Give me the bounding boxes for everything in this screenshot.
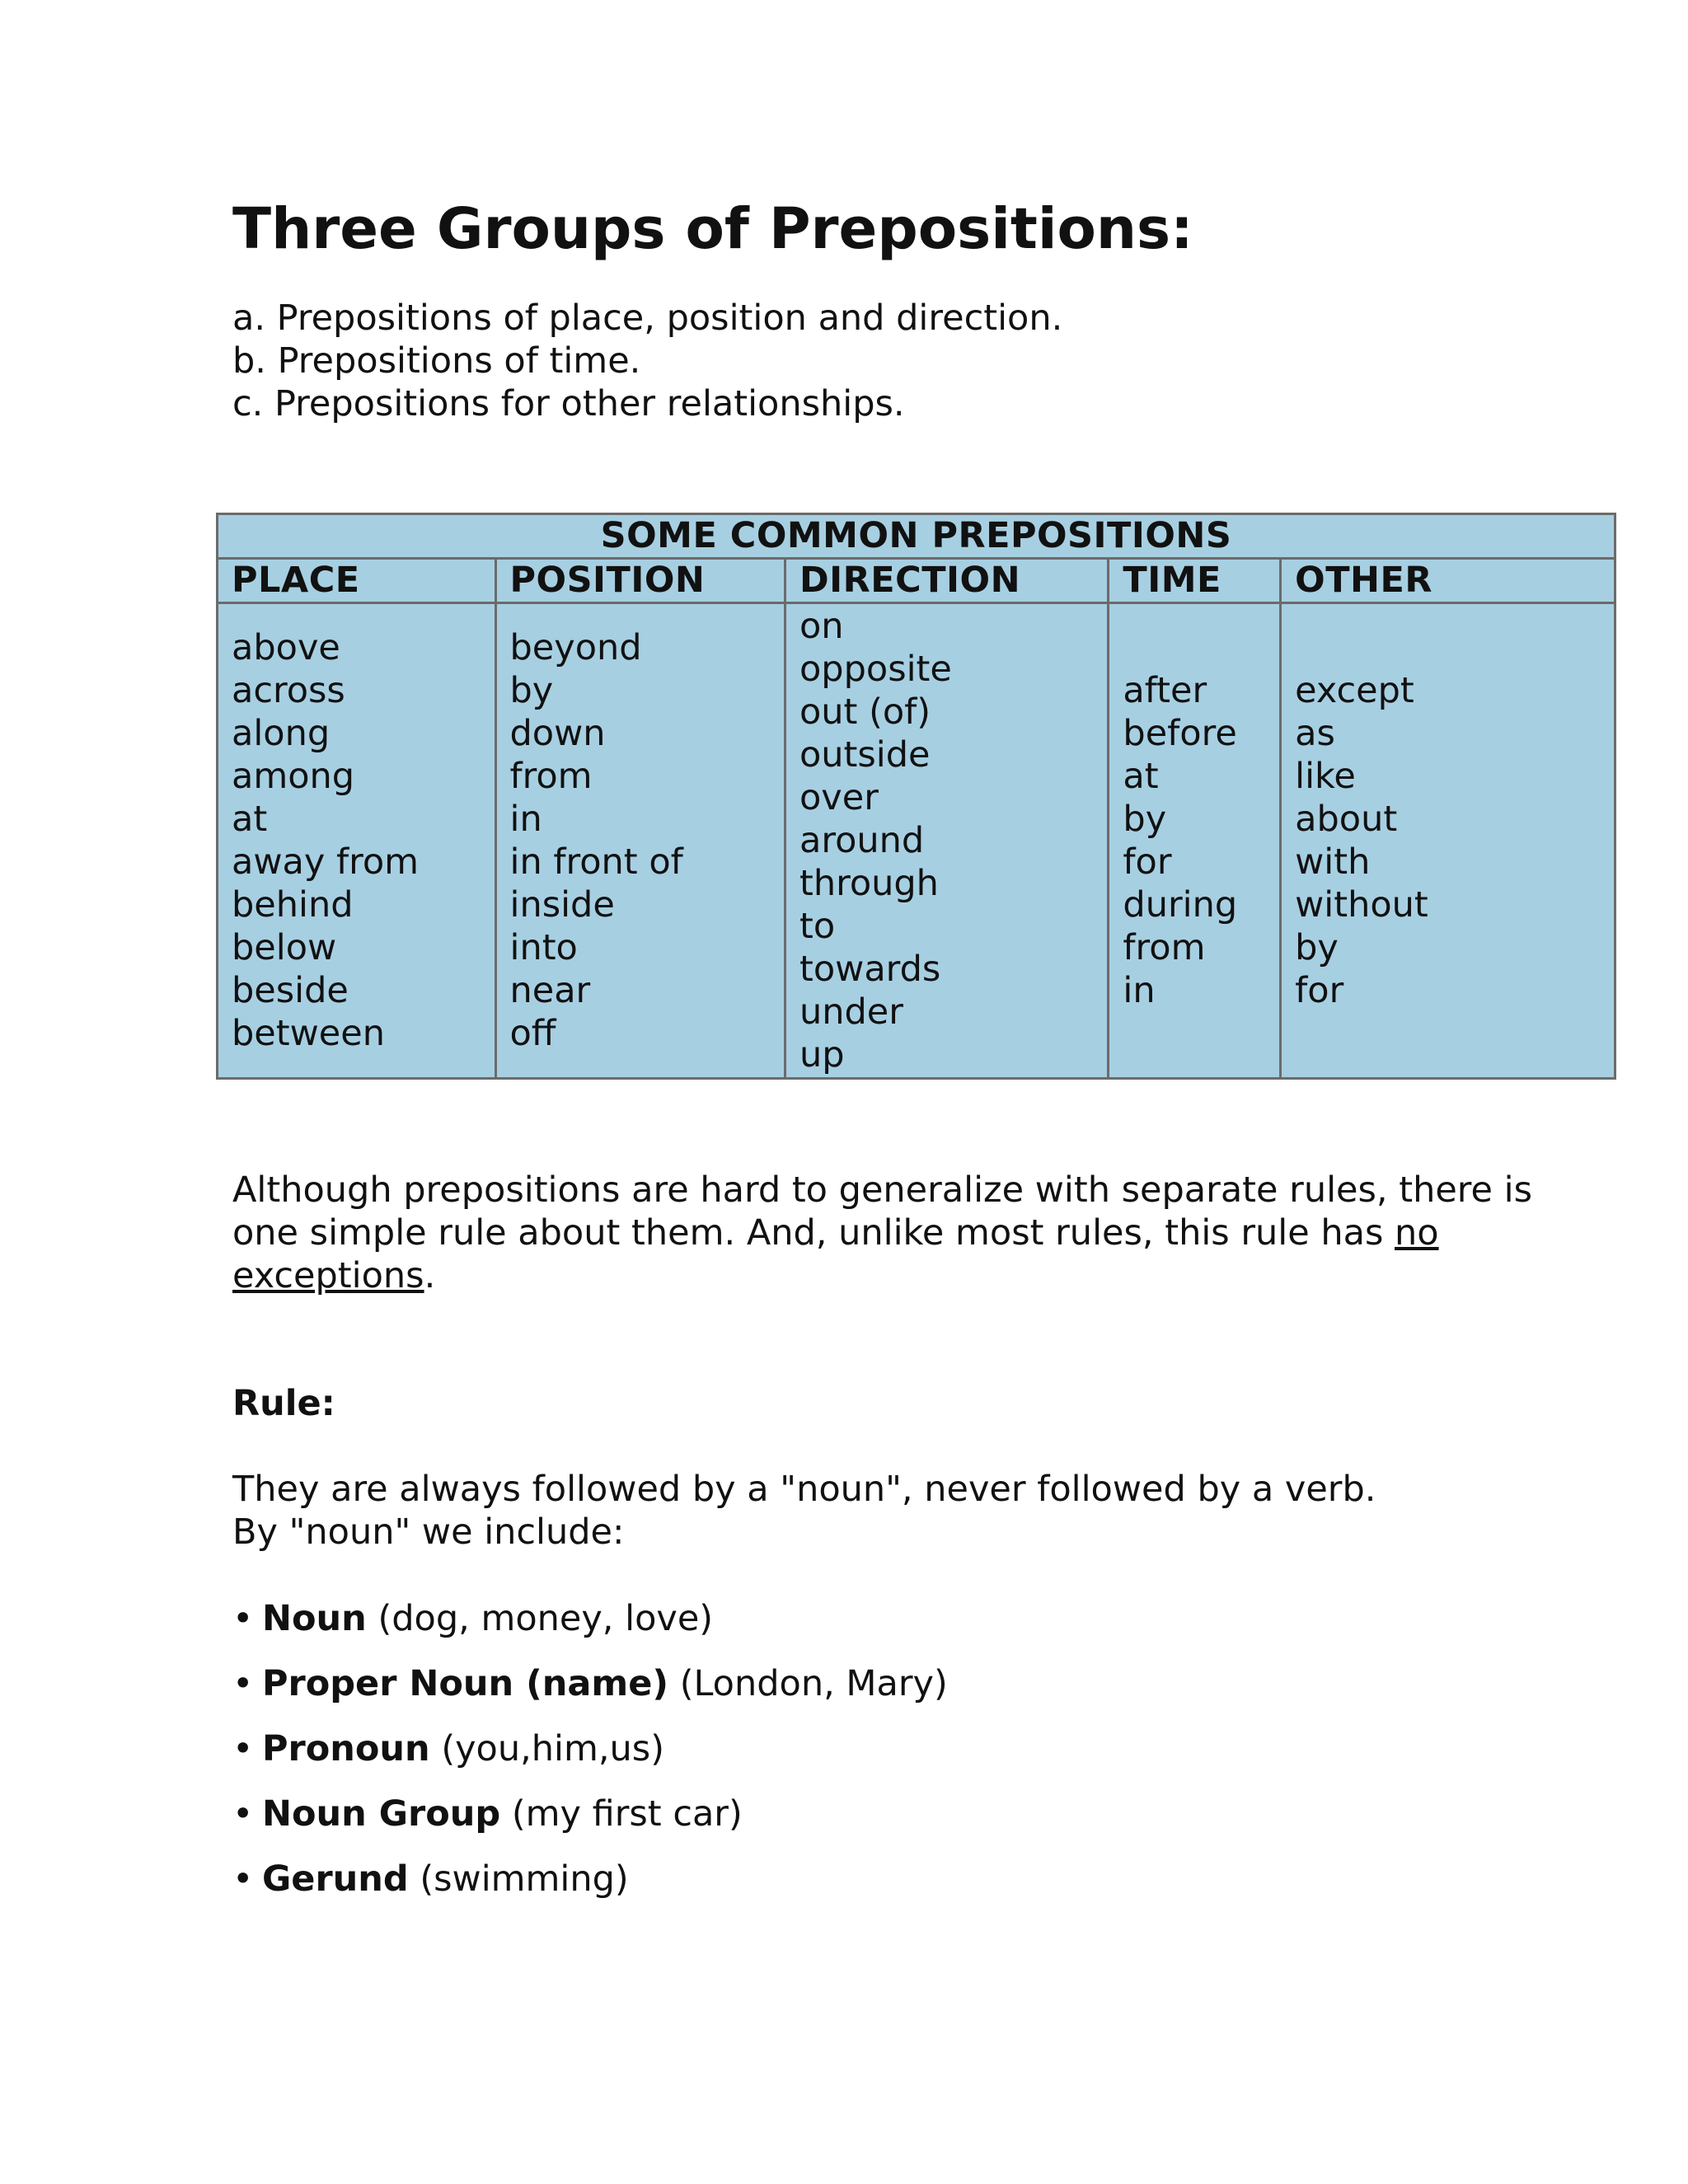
preposition-word: during <box>1123 884 1238 926</box>
preposition-word: from <box>1123 927 1206 968</box>
table-caption: SOME COMMON PREPOSITIONS <box>218 514 1615 559</box>
rule-line-2: By "noun" we include: <box>232 1511 625 1553</box>
preposition-word: at <box>1123 756 1159 797</box>
direction-words-cell <box>785 603 1108 1079</box>
preposition-groups-list <box>232 297 1062 425</box>
preposition-word: between <box>232 1013 385 1054</box>
paragraph-text: Although prepositions are hard to generalize with separate rules, there is one simple rule about them. And, unlike most rules, this rule has <box>232 1169 1532 1254</box>
table-body-row <box>218 603 1615 1079</box>
preposition-word: inside <box>509 884 615 926</box>
bullet-icon: • <box>232 1858 254 1900</box>
noun-type-example: (you,him,us) <box>441 1728 664 1769</box>
intro-paragraph <box>232 1169 1535 1297</box>
column-header-position: POSITION <box>495 559 785 603</box>
preposition-word: with <box>1295 841 1371 883</box>
noun-type-term: Noun <box>262 1598 367 1639</box>
preposition-word: down <box>509 713 606 754</box>
preposition-word: as <box>1295 713 1335 754</box>
bullet-icon: • <box>232 1728 254 1769</box>
preposition-word: out (of) <box>799 691 931 733</box>
preposition-word: up <box>799 1034 845 1076</box>
preposition-word: under <box>799 991 903 1033</box>
group-item-b: b. Prepositions of time. <box>232 340 641 382</box>
group-item-c: c. Prepositions for other relationships. <box>232 383 905 424</box>
preposition-word: in front of <box>509 841 683 883</box>
bullet-icon: • <box>232 1663 254 1704</box>
bullet-icon: • <box>232 1793 254 1835</box>
preposition-word: after <box>1123 670 1207 711</box>
noun-type-example: (London, Mary) <box>679 1663 948 1704</box>
column-header-time: TIME <box>1109 559 1281 603</box>
position-words-cell <box>495 603 785 1079</box>
list-item <box>232 1727 948 1770</box>
preposition-word: across <box>232 670 345 711</box>
column-header-direction: DIRECTION <box>785 559 1108 603</box>
list-item <box>232 1858 948 1900</box>
preposition-word: by <box>1295 927 1339 968</box>
preposition-word: except <box>1295 670 1414 711</box>
preposition-word: off <box>509 1013 556 1054</box>
preposition-word: at <box>232 799 268 840</box>
preposition-word: in <box>509 799 542 840</box>
preposition-word: from <box>509 756 593 797</box>
preposition-word: near <box>509 970 591 1011</box>
preposition-word: around <box>799 820 925 861</box>
preposition-word: on <box>799 606 844 647</box>
bullet-icon: • <box>232 1598 254 1639</box>
list-item <box>232 1662 948 1705</box>
group-item-a: a. Prepositions of place, position and direction. <box>232 298 1063 339</box>
preposition-word: into <box>509 927 578 968</box>
preposition-word: beyond <box>509 627 642 668</box>
noun-type-example: (dog, money, love) <box>377 1598 714 1639</box>
preposition-word: like <box>1295 756 1356 797</box>
preposition-word: opposite <box>799 649 952 690</box>
preposition-word: by <box>1123 799 1167 840</box>
preposition-word: through <box>799 863 939 904</box>
page-title: Three Groups of Prepositions: <box>232 196 1193 262</box>
noun-type-example: (my first car) <box>511 1793 743 1835</box>
noun-type-term: Pronoun <box>262 1728 430 1769</box>
other-words-cell <box>1281 603 1615 1079</box>
place-words-cell <box>218 603 496 1079</box>
list-item <box>232 1597 948 1640</box>
preposition-word: in <box>1123 970 1156 1011</box>
preposition-word: without <box>1295 884 1428 926</box>
noun-type-term: Gerund <box>262 1858 409 1900</box>
rule-heading: Rule: <box>232 1383 335 1424</box>
prepositions-table <box>216 513 1616 1080</box>
preposition-word: for <box>1295 970 1344 1011</box>
noun-type-term: Noun Group <box>262 1793 501 1835</box>
preposition-word: towards <box>799 949 941 990</box>
preposition-word: by <box>509 670 554 711</box>
noun-types-list <box>232 1597 948 1923</box>
time-words-cell <box>1109 603 1281 1079</box>
list-item <box>232 1793 948 1835</box>
preposition-word: along <box>232 713 331 754</box>
underlined-phrase: no exceptions <box>232 1212 1439 1296</box>
rule-line-1: They are always followed by a "noun", never followed by a verb. <box>232 1469 1376 1510</box>
preposition-word: above <box>232 627 340 668</box>
preposition-word: behind <box>232 884 354 926</box>
preposition-word: beside <box>232 970 349 1011</box>
preposition-word: outside <box>799 734 931 776</box>
preposition-word: among <box>232 756 355 797</box>
paragraph-end: . <box>424 1255 436 1296</box>
table-header-row <box>218 559 1615 603</box>
preposition-word: before <box>1123 713 1237 754</box>
preposition-word: for <box>1123 841 1172 883</box>
column-header-place: PLACE <box>218 559 496 603</box>
noun-type-example: (swimming) <box>420 1858 629 1900</box>
preposition-word: below <box>232 927 337 968</box>
preposition-word: away from <box>232 841 420 883</box>
preposition-word: about <box>1295 799 1398 840</box>
noun-type-term: Proper Noun (name) <box>262 1663 669 1704</box>
preposition-word: to <box>799 906 836 947</box>
column-header-other: OTHER <box>1281 559 1615 603</box>
rule-text <box>232 1468 1535 1554</box>
preposition-word: over <box>799 777 879 818</box>
